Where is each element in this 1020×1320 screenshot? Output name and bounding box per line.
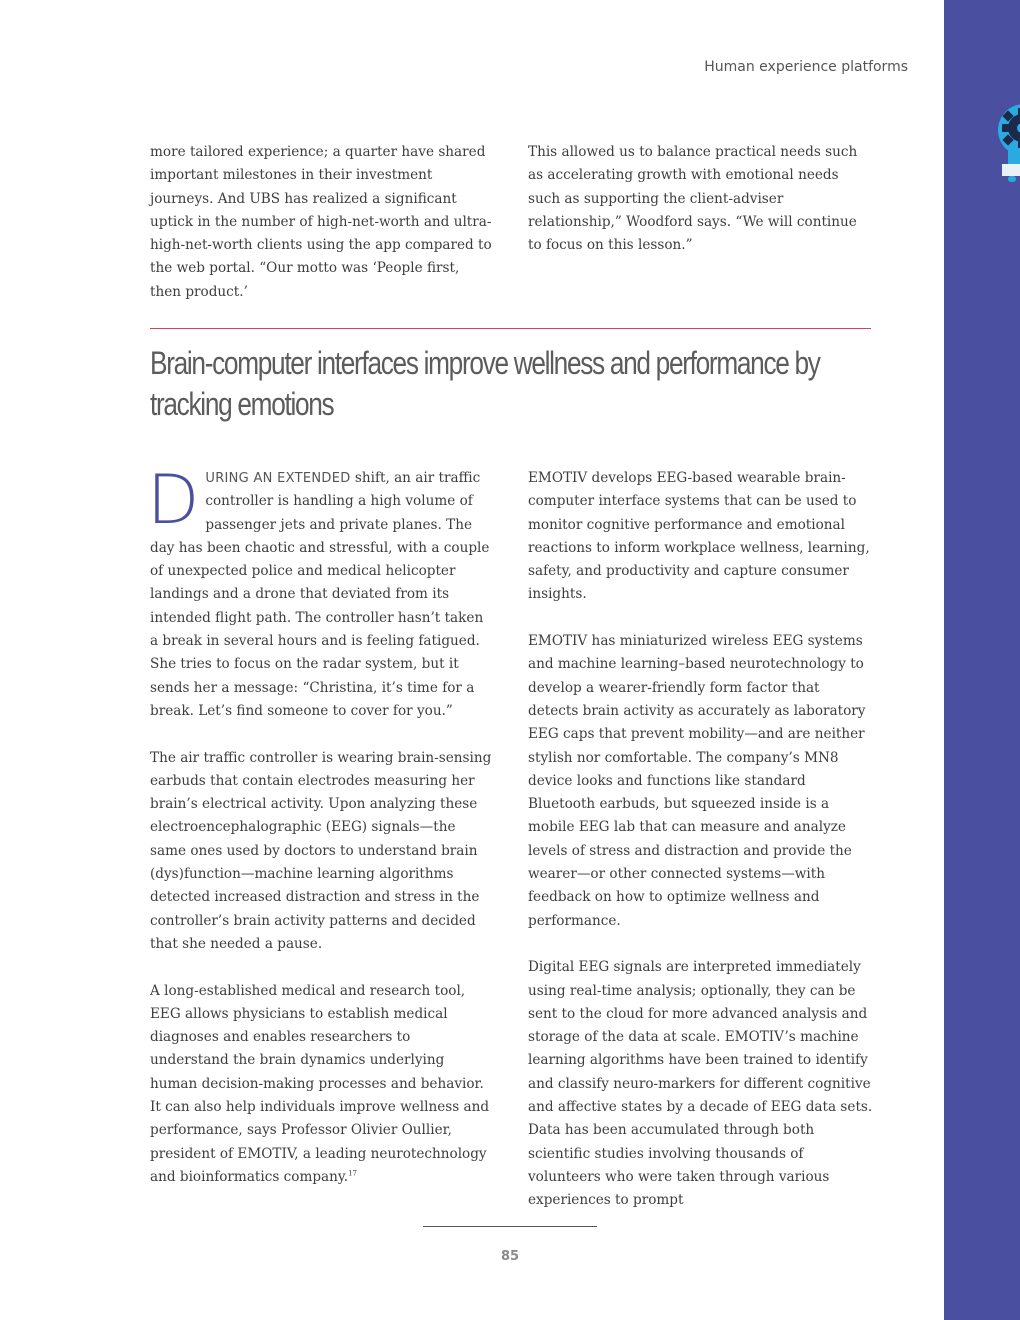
top-right-column <box>528 141 871 281</box>
footnote-marker: 17 <box>348 1169 358 1178</box>
section-title: Brain-computer interfaces improve wellness and performance by tracking emotions <box>150 345 820 422</box>
body-right-column <box>528 467 873 1236</box>
paragraph-miniaturized: EMOTIV has miniaturized wireless EEG systems and machine learning–based neurotechnology to develop a wearer-friendly form factor that detects brain activity as accurately as laboratory EEG caps that prevent mobility—and are neither stylish nor comfortable. The company’s MN8 device looks and functions like standard Bluetooth earbuds, but squeezed inside is a mobile EEG lab that can measure and analyze levels of stress and distraction and provide the wearer—or other connected systems—with feedback on how to optimize wellness and performance. <box>528 633 866 929</box>
intro-paragraph-text: shift, an air traffic controller is handling a high volume of passenger jets and private planes. The day has been chaotic and stressful, with a couple of unexpected police and medical helicopter landings and a drone that deviated from its intended flight path. The controller hasn’t taken a break in several hours and is feeling fatigued. She tries to focus on the radar system, but it sends her a message: “Christina, it’s time for a break. Let’s find someone to cover for you.” <box>150 470 490 719</box>
drop-cap: D <box>147 461 200 540</box>
continued-paragraph-right: This allowed us to balance practical needs such as accelerating growth with emotional needs such as supporting the client-adviser relationship,” Woodford says. “We will continue to focus on this lesson.” <box>528 144 858 254</box>
chapter-sidebar <box>944 0 1020 1320</box>
page-number: 85 <box>500 1249 520 1264</box>
footer-rule <box>423 1226 597 1227</box>
intro-paragraph <box>147 461 493 723</box>
paragraph-digital-eeg: Digital EEG signals are interpreted immediately using real-time analysis; optionally, they can be sent to the cloud for more advanced analysis and storage of the data at scale. EMOTIV’s machine learning algorithms have been trained to identify and classify neuro-markers for different cognitive and affective states by a decade of EEG data sets. Data has been accumulated through both scientific studies involving thousands of volunteers who were taken through various experiences to prompt <box>528 959 873 1209</box>
top-left-column <box>150 141 493 327</box>
section-divider <box>150 328 871 329</box>
running-head: Human experience platforms <box>704 59 908 75</box>
body-left-column <box>147 461 493 1213</box>
paragraph-earbuds: The air traffic controller is wearing brain-sensing earbuds that contain electrodes measuring her brain’s electrical activity. Upon analyzing these electroencephalographic (EEG) signals—the same ones used by doctors to understand brain (dys)function—machine learning algorithms detected increased distraction and stress in the controller’s brain activity patterns and decided that she needed a pause. <box>150 749 492 952</box>
paragraph-eeg-tool: A long-established medical and research tool, EEG allows physicians to establish medical diagnoses and enables researchers to understand the brain dynamics underlying human decision-making processes and behavior. It can also help individuals improve wellness and performance, says Professor Olivier Oullier, president of EMOTIV, a leading neurotechnology and bioinformatics company.$^{17}$ <box>150 982 490 1185</box>
paragraph-emotiv-develops: EMOTIV develops EEG-based wearable brain-computer interface systems that can be used to monitor cognitive performance and emotional reactions to inform workplace wellness, learning, safety, and productivity and capture consumer insights. <box>528 470 870 603</box>
continued-paragraph-left: more tailored experience; a quarter have shared important milestones in their investment journeys. And UBS has realized a significant uptick in the number of high-net-worth and ultra-high-net-worth clients using the app compared to the web portal. “Our motto was ‘People first, then product.’ <box>150 144 492 300</box>
lead-in: URING AN EXTENDED <box>205 471 351 486</box>
lightbulb-gear-icon <box>984 100 1020 186</box>
